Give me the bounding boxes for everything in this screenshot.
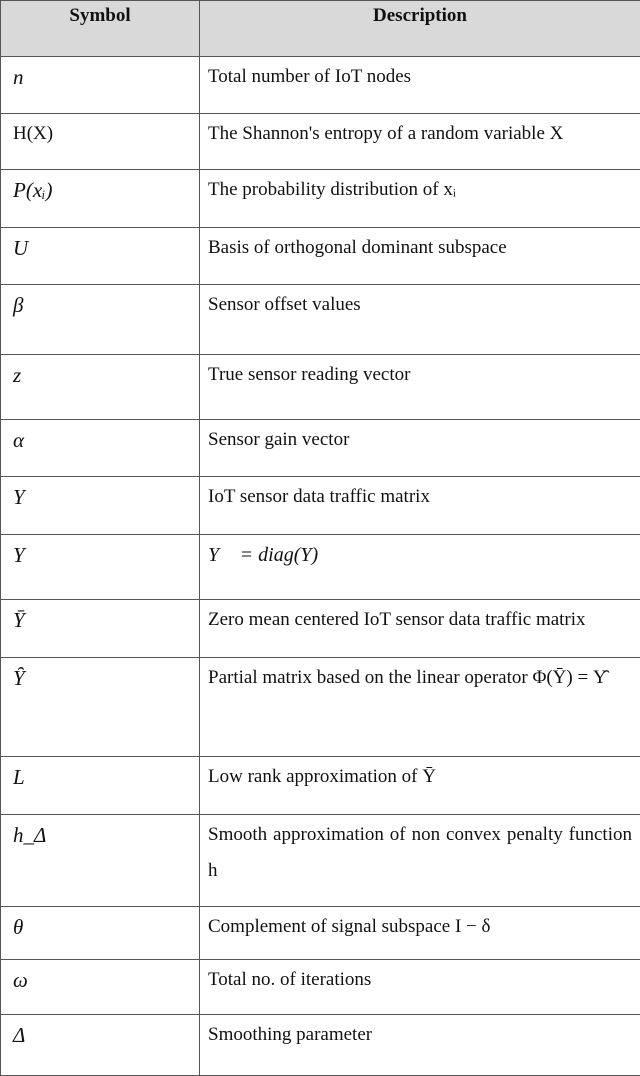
description-cell: IoT sensor data traffic matrix bbox=[200, 477, 640, 535]
symbol-cell: L bbox=[1, 757, 200, 815]
table-row bbox=[1, 600, 640, 658]
table-row bbox=[1, 228, 640, 285]
description-cell: Zero mean centered IoT sensor data traffic matrix bbox=[200, 600, 640, 658]
description-cell: The Shannon's entropy of a random variable X bbox=[200, 114, 640, 170]
description-cell: Smooth approximation of non convex penalty function h bbox=[200, 815, 640, 907]
description-cell: The probability distribution of xᵢ bbox=[200, 170, 640, 228]
description-cell: Sensor gain vector bbox=[200, 420, 640, 477]
description-cell: Total no. of iterations bbox=[200, 960, 640, 1015]
table-row bbox=[1, 285, 640, 355]
table-row bbox=[1, 815, 640, 907]
description-cell: Low rank approximation of Ȳ bbox=[200, 757, 640, 815]
symbol-cell: Y bbox=[1, 477, 200, 535]
description-cell: Partial matrix based on the linear operator Φ(Ȳ) = Y̑ bbox=[200, 658, 640, 757]
table-row bbox=[1, 420, 640, 477]
symbol-cell: ω bbox=[1, 960, 200, 1015]
description-cell: Basis of orthogonal dominant subspace bbox=[200, 228, 640, 285]
table-row bbox=[1, 355, 640, 420]
table-row bbox=[1, 57, 640, 114]
symbol-cell: β bbox=[1, 285, 200, 355]
table-row bbox=[1, 477, 640, 535]
table-row bbox=[1, 960, 640, 1015]
symbol-cell: Y̑ bbox=[1, 658, 200, 757]
description-cell: Complement of signal subspace I − δ bbox=[200, 907, 640, 960]
symbol-cell: Ȳ bbox=[1, 600, 200, 658]
description-cell: Total number of IoT nodes bbox=[200, 57, 640, 114]
symbol-cell: h_Δ bbox=[1, 815, 200, 907]
symbol-cell: n bbox=[1, 57, 200, 114]
header-description: Description bbox=[200, 1, 640, 57]
table-row bbox=[1, 1015, 640, 1076]
description-cell: True sensor reading vector bbox=[200, 355, 640, 420]
table-row bbox=[1, 757, 640, 815]
symbol-cell: H(X) bbox=[1, 114, 200, 170]
table-row bbox=[1, 114, 640, 170]
description-cell: Smoothing parameter bbox=[200, 1015, 640, 1076]
description-cell: Sensor offset values bbox=[200, 285, 640, 355]
header-symbol: Symbol bbox=[1, 1, 200, 57]
description-cell: Y⃗ = diag(Y) bbox=[200, 535, 640, 600]
table-row bbox=[1, 907, 640, 960]
header-row bbox=[1, 1, 640, 57]
symbol-cell: θ bbox=[1, 907, 200, 960]
symbol-cell: U bbox=[1, 228, 200, 285]
table-row bbox=[1, 170, 640, 228]
symbol-cell: α bbox=[1, 420, 200, 477]
symbol-cell: P(xᵢ) bbox=[1, 170, 200, 228]
symbol-cell: z bbox=[1, 355, 200, 420]
symbol-cell: Y⃗ bbox=[1, 535, 200, 600]
table-row bbox=[1, 535, 640, 600]
table-row bbox=[1, 658, 640, 757]
symbol-cell: Δ bbox=[1, 1015, 200, 1076]
